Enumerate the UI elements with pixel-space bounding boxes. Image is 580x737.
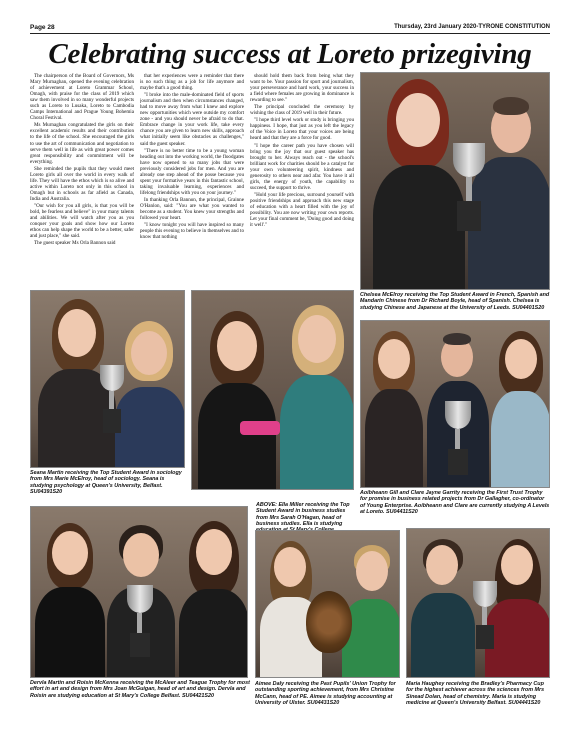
paragraph: The principal concluded the ceremony by wishing the class of 2019 well in their future. [250, 104, 354, 117]
caption-ella: ABOVE: Ella Miller receiving the Top Student Award in business studies from Mrs Sarah O'Hagan, head of business studies. Ella is studying [256, 502, 350, 527]
paragraph: "I hope the career path you have chosen will bring you the joy that our guest speaker has brought to her. Always reach out - the school's brilliant work for charities should be a catalyst for your own volunteering spirit, kindness and generosity to others near and afar. You have it all girls, the energy of youth, the capability to succeed, the support to thrive. [250, 142, 354, 191]
caption-seana: Seana Martin receiving the Top Student Award in sociology from Mrs Marie McElroy, head of sociology. Seana is studying psychology at Queen's University, Belfast. SU04391S20 [30, 470, 182, 495]
article-column-1 [30, 73, 134, 285]
date-line: Thursday, 23rd January 2020-TYRONE CONSTITUTION [394, 24, 550, 30]
photo-aoibheann-clare [360, 320, 550, 488]
paragraph: The chairperson of the Board of Governors, Ms Mary Murnaghan, opened the evening celebration of achievement at Loreto Grammar School, Omagh, with praise for the class of 2019 which saw them involved in so many wonderful projects such as Loreto to Lusaka, Loreto to Cambodia Camps International and Prague Young Bohemia Choral Festival. [30, 73, 134, 122]
caption-aoibheann: Aoibheann Gill and Clare Jayne Garrity receiving the First Trust Trophy for promise in business related projects from Dr Gallagher, co-ordinator of Young Enterprise. Aoibheann and Clare are currently studying A Levels at Loreto. SU04411S20 [360, 490, 550, 515]
paragraph: The guest speaker Ms Orla Bannon said [34, 240, 116, 247]
article-column-2 [140, 73, 244, 285]
paragraph: "I know tonight you will have inspired so many people this evening to believe in themselves and to know that nothing [140, 222, 244, 241]
caption-dervla: Dervla Martin and Roisin McKenna receiving the McAleer and Teague Trophy for most effort in art and design from Mrs Joan McGuigan, head of art and design. Dervla and Roisin are studying education at St Mary's College Belfast. SU04421S20 [30, 680, 250, 699]
photo-seana-martin [30, 290, 185, 468]
paragraph: "I broke into the male-dominated field of sports journalism and then when circumstances changed, had to move away from what I knew and explore new opportunities which were outside my comfort zone - and you should never be afraid to do that. Embrace change in your work life, take every chance you are given to learn new skills, approach what initially seem like obstacles as challenges," said the guest speaker. [140, 92, 244, 147]
paragraph: She reminded the pupils that they would meet Loreto girls all over the world in every walk of life. They will have the ethos which is so alive and active within Loreto not only in this school in Omagh but in schools as far afield as Canada, India and Australia. [30, 165, 134, 202]
photo-aimee-daly [255, 530, 400, 678]
photo-dervla-roisin [30, 506, 248, 678]
paragraph: Ms Murnaghan congratulated the girls on their excellent academic results and their contribution to the life of the school. She encouraged the girls to use the art of communication and negotiation to serve them well in life as with great power comes great responsibility and commitment will be everything. [30, 122, 134, 165]
gift-bag [240, 421, 280, 435]
paragraph: that her experiences were a reminder that there is no such thing as a job for life anymore and maybe that's a good thing. [140, 73, 244, 92]
caption-chelsea: Chelsea McElroy receiving the Top Student Award in French, Spanish and Mandarin Chinese from Dr Richard Boyle, head of Spanish. Chelsea is studying Chinese and Japanese at the University of Leeds. SU04401S20 [360, 292, 550, 311]
photo-chelsea-mcelroy [360, 72, 550, 290]
caption-maria: Maria Haughey receiving the Bradley's Pharmacy Cup for the highest achiever across the sciences from Mrs Sinead Dolan, head of chemistry. Maria is studying medicine at Queen's University Belfast. SU04441S20 [406, 681, 545, 706]
paragraph: should hold them back from being what they want to be. Your passion for sport and journalism, your perseverance and hard work, your success in a field where females are growing in dominance is rewarding to see." [250, 73, 354, 104]
photo-maria-haughey [406, 528, 550, 678]
shield-trophy [306, 591, 352, 653]
paragraph: "Our wish for you all girls, is that you will be bold, be fearless and believe" in your many talents and abilities. We will watch after you as you conquer your goals and show how our Loreto ethos can help shape the world to be a better, safer and just place," she said. [30, 202, 134, 240]
caption-aimee: Aimee Daly receiving the Past Pupils' Union Trophy for outstanding sporting achievement, from Mrs Christine McCann, head of PE. Aimee is studying accounting at University of Ulster. SU04431S20 [255, 681, 396, 706]
photo-ella-miller [191, 290, 354, 490]
headline: Celebrating success at Loreto prizegiving [48, 38, 532, 70]
paragraph: In thanking Orla Bannon, the principal, Grainne O'Hanlon, said: "You are what you wanted to become as a student. You knew your strengths and followed your heart. [140, 196, 244, 222]
page-number: Page 28 [30, 24, 55, 31]
paragraph: "I hope third level work or study is bringing you happiness. I hope, that just as you left the legacy of the Voice in Loreto that your voices are being heard and that they are a force for good. [250, 117, 354, 142]
header-rule [30, 33, 550, 34]
article-column-3 [250, 73, 354, 285]
paragraph: "There is no better time to be a young woman heading out into the working world, the floodgates have now opened to so many jobs that were previously considered jobs for men. And you are already one step ahead of the posse because you spent your formative years in this fantastic school, taking invaluable learning, experiences and lifelong friendships with you on your journey." [140, 147, 244, 196]
paragraph: "Hold your life precious, surround yourself with positive friendships and approach this new stage of education with a heart filled with the joy of possibility. You are now writing your own reports. Let your final comment be, 'Doing good and doing it well'." [250, 191, 354, 229]
